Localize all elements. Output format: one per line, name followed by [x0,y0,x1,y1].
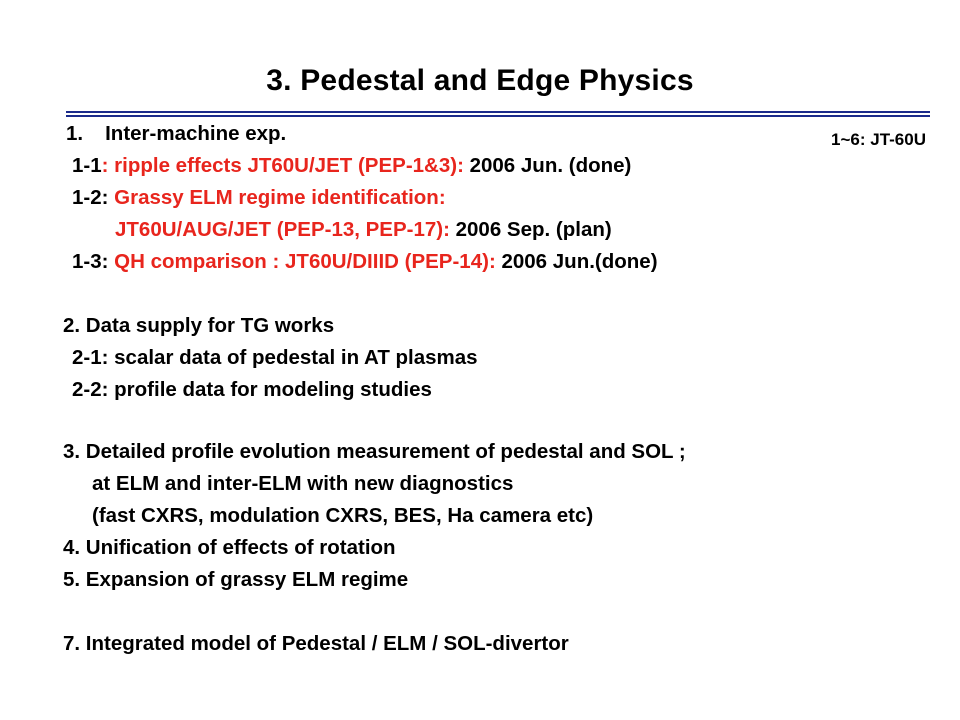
item-7: 7. Integrated model of Pedestal / ELM / SOL-divertor [63,632,569,655]
item-2-heading: 2. Data supply for TG works [63,314,335,337]
title-underline-second [66,115,930,117]
item-1-number: 1. [66,122,84,145]
item-1-1-topic: : ripple effects JT60U/JET (PEP-1&3): [101,154,464,177]
slide-title: 3. Pedestal and Edge Physics [266,64,694,97]
item-1-3-id: 1-3: [72,250,109,273]
item-1-1-id: 1-1 [72,154,102,177]
item-1-heading [66,122,286,146]
item-1-3 [72,250,658,274]
item-3-continuation-1: at ELM and inter-ELM with new diagnostics [92,472,514,495]
item-1-2-continuation [115,218,612,242]
item-3-continuation-2: (fast CXRS, modulation CXRS, BES, Ha camera etc) [92,504,594,527]
item-2-1: 2-1: scalar data of pedestal in AT plasmas [72,346,478,369]
item-5: 5. Expansion of grassy ELM regime [63,568,409,591]
title-underline [66,111,930,113]
item-1-2 [72,186,446,210]
item-2-2: 2-2: profile data for modeling studies [72,378,432,401]
item-1-2-machines: JT60U/AUG/JET (PEP-13, PEP-17): [115,218,450,241]
item-4: 4. Unification of effects of rotation [63,536,396,559]
item-1-1-date: 2006 Jun. (done) [463,154,632,177]
item-1-2-date: 2006 Sep. (plan) [449,218,612,241]
item-1-label: Inter-machine exp. [105,122,287,145]
item-1-2-id: 1-2: [72,186,109,209]
item-1-3-topic: QH comparison : JT60U/DIIID (PEP-14): [108,250,496,273]
item-1-3-date: 2006 Jun.(done) [495,250,658,273]
item-1-2-topic: Grassy ELM regime identification: [108,186,446,209]
machine-note: 1~6: JT-60U [831,130,926,149]
item-1-1 [72,154,631,178]
item-3-heading: 3. Detailed profile evolution measurement of pedestal and SOL ; [63,440,686,463]
